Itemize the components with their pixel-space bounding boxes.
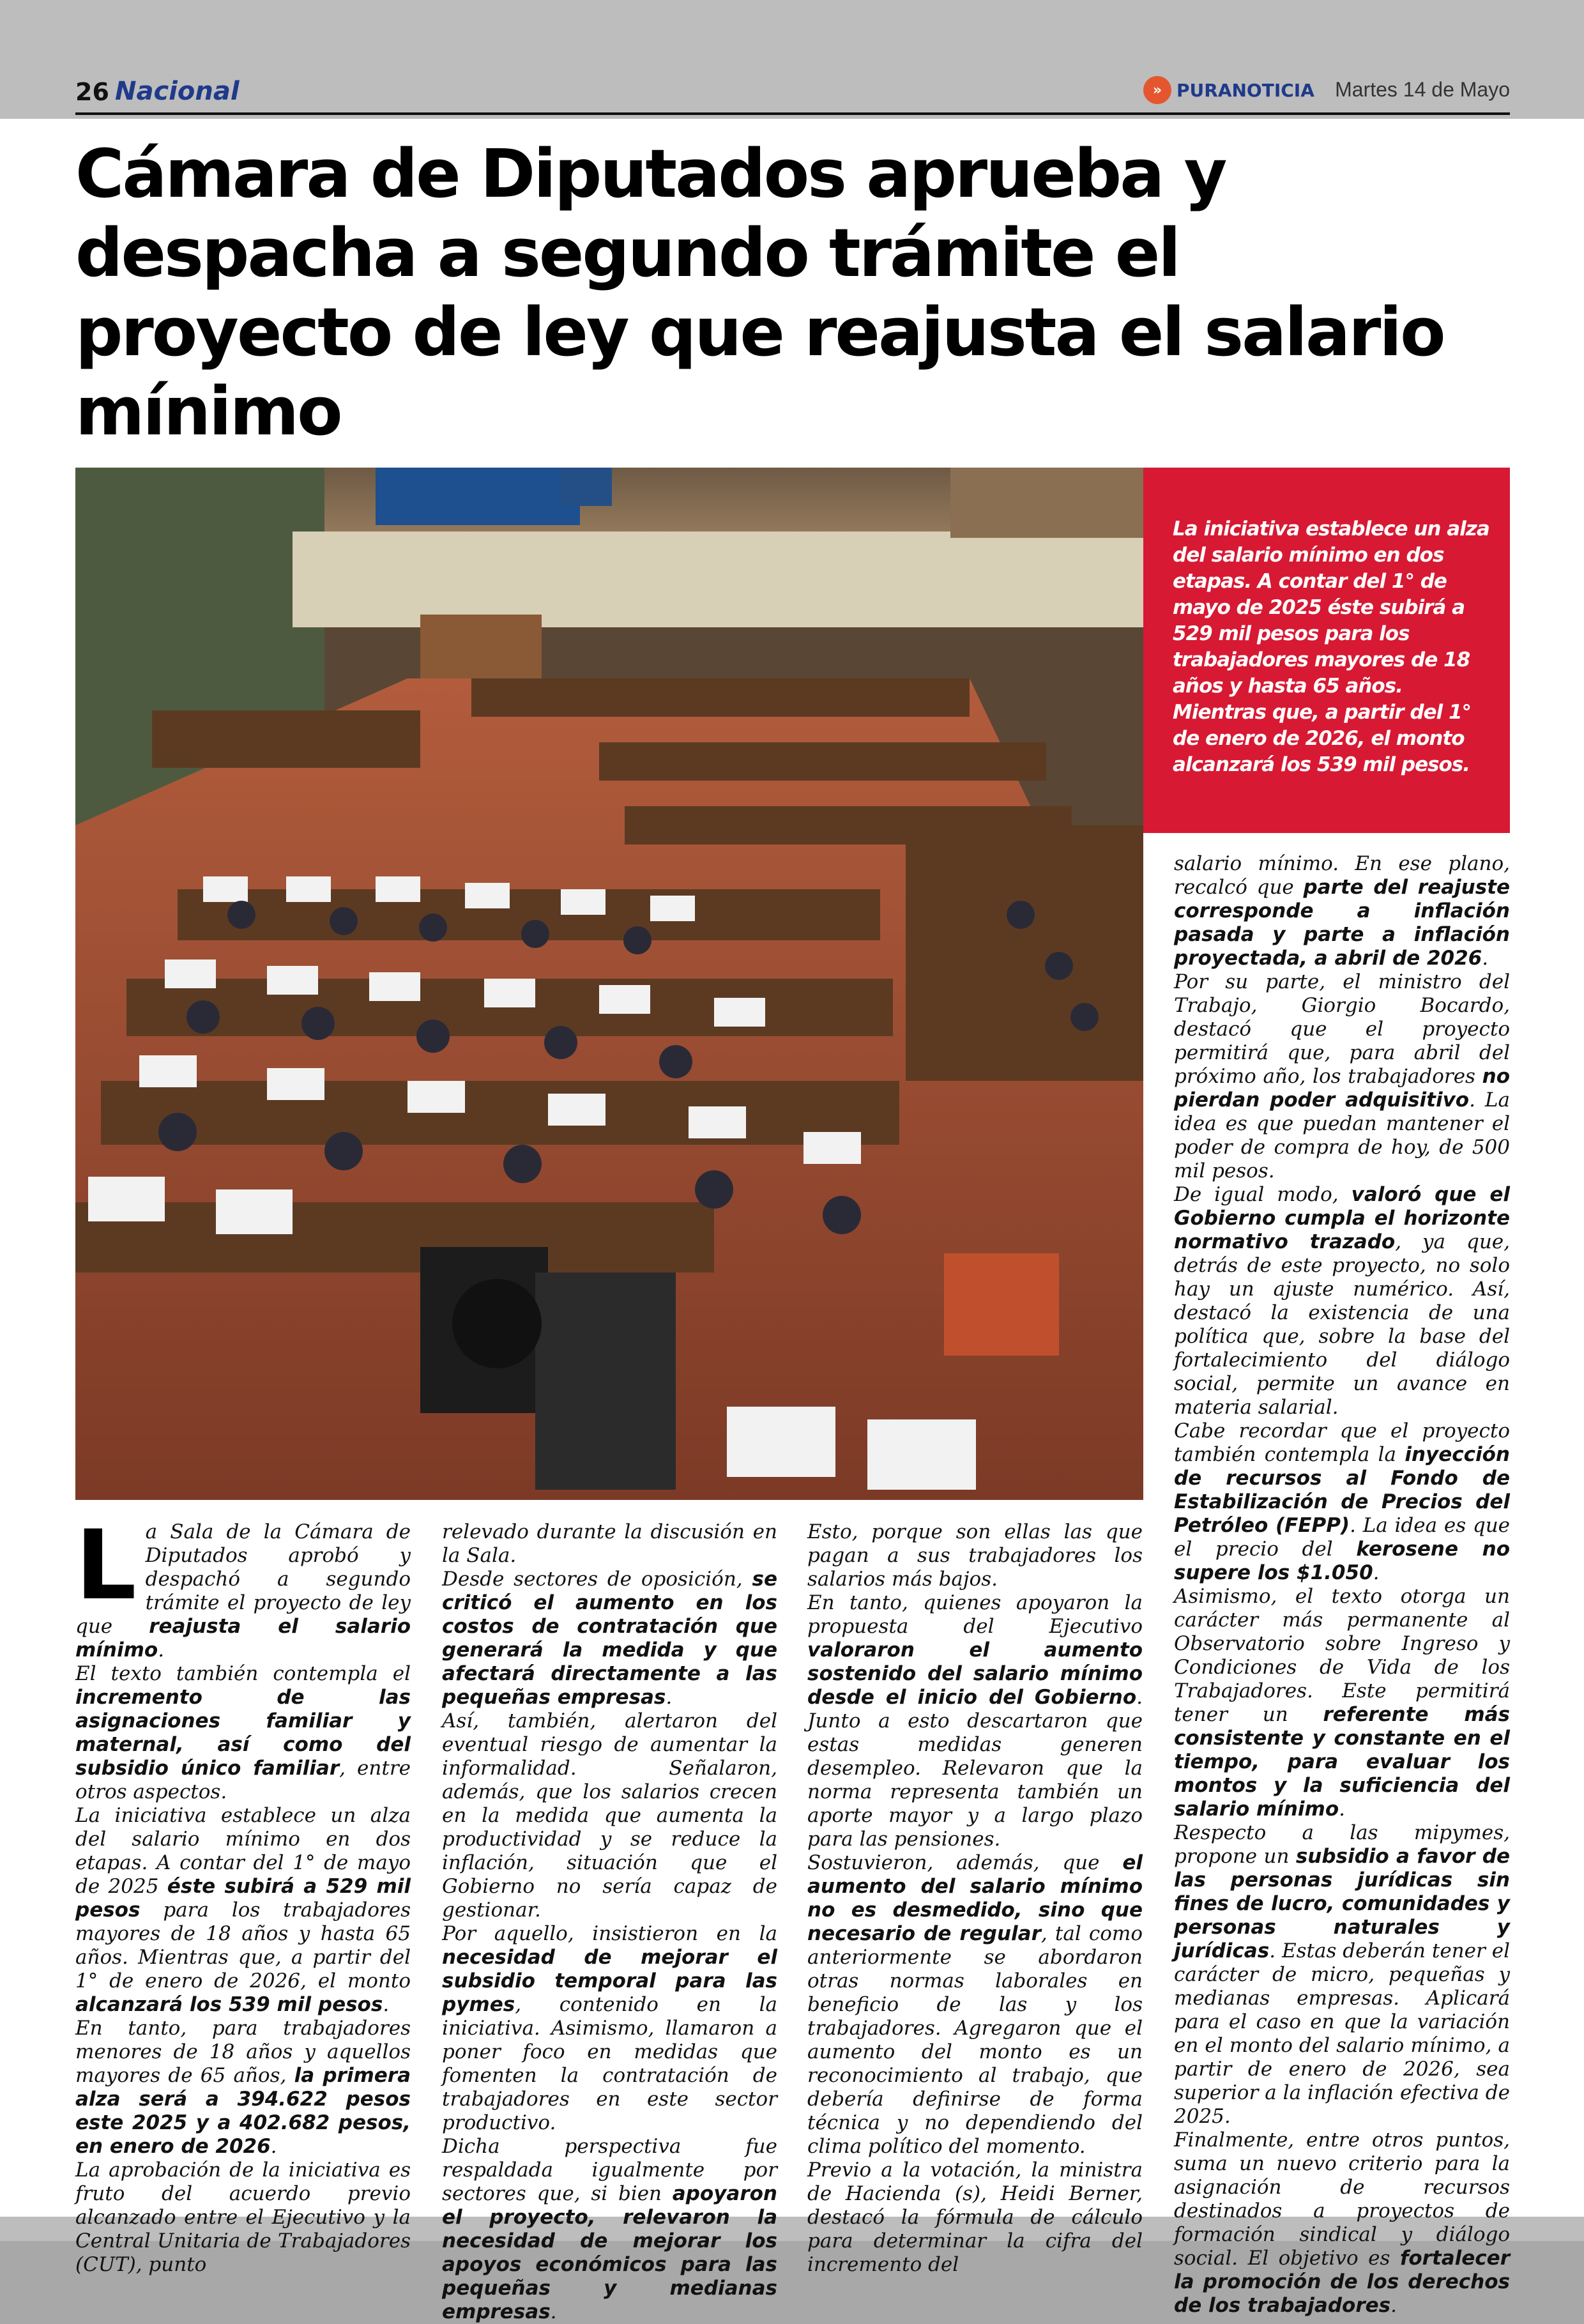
issue-date: Martes 14 de Mayo (1335, 78, 1510, 101)
paragraph: El texto también contempla el incremento de las asignaciones familiar y maternal, así como del subsidio único familiar, entre otros aspectos. (75, 1662, 411, 1803)
paragraph: Cabe recordar que el proyecto también contempla la inyección de recursos al Fondo de Estabilización de Precios del Petróleo (FEPP). La idea es que el precio del kerosene no supere los $1.050. (1174, 1419, 1511, 1584)
paragraph: Así, también, alertaron del eventual riesgo de aumentar la informalidad. Señalaron, además, que los salarios crecen en la medida que aumenta la productividad y se reduce la inflación, situación que el Gobierno no sería capaz de gestionar. (442, 1709, 777, 1922)
headline: Cámara de Diputados aprueba y despacha a segundo trámite el proyecto de ley que reajusta el salario mínimo (75, 135, 1444, 450)
paragraph: relevado durante la discusión en la Sala. (442, 1520, 777, 1567)
paragraph: La aprobación de la iniciativa es fruto del acuerdo previo alcanzado entre el Ejecutivo y la Central Unitaria de Trabajadores (CUT), punto (75, 2159, 411, 2276)
paragraph: En tanto, quienes apoyaron la propuesta del Ejecutivo valoraron el aumento sostenido del salario mínimo desde el inicio del Gobierno. Junto a esto descartaron que estas medidas generen desempleo. Relevaron que la norma representa también un aporte mayor y a largo plazo para las pensiones. (807, 1591, 1143, 1851)
paragraph: Por su parte, el ministro del Trabajo, Giorgio Bocardo, destacó que el proyecto permitirá que, para abril del próximo año, los trabajadores no pierdan poder adquisitivo. La idea es que puedan mantener el poder de compra de hoy, de 500 mil pesos. (1174, 970, 1510, 1182)
page-header (75, 75, 1510, 115)
paragraph: Por aquello, insistieron en la necesidad de mejorar el subsidio temporal para las pymes, contenido en la iniciativa. Asimismo, llamaron a poner foco en medidas que fomenten la contratación de trabajadores en este sector productivo. (442, 1922, 777, 2134)
paragraph: La iniciativa establece un alza del salario mínimo en dos etapas. A contar del 1° de mayo de 2025 éste subirá a 529 mil pesos para los trabajadores mayores de 18 años y hasta 65 años. Mientras que, a partir del 1° de enero de 2026, el monto alcanzará los 539 mil pesos. (75, 1804, 411, 2016)
article-column-1 (75, 1510, 411, 2277)
article-column-3 (807, 1520, 1143, 2277)
article-column-4 (1174, 852, 1510, 2318)
page-number: 26 (75, 78, 109, 106)
paragraph: Asimismo, el texto otorga un carácter más permanente al Observatorio sobre Ingreso y Condiciones de Vida de los Trabajadores. Este permitirá tener un referente más consistente y constante en el tiempo, para evaluar los montos y la suficiencia del salario mínimo. (1174, 1585, 1510, 1821)
paragraph: Esto, porque son ellas las que pagan a sus trabajadores los salarios más bajos. (807, 1520, 1143, 1591)
paragraph: Finalmente, entre otros puntos, suma un nuevo criterio para la asignación de recursos destinados a proyectos de formación sindical y diálogo social. El objetivo es fortalecer la promoción de los derechos de los trabajadores. (1174, 2129, 1510, 2317)
chamber-session-photo (75, 468, 1143, 1500)
paragraph: Previo a la votación, la ministra de Hacienda (s), Heidi Berner, destacó la fórmula de cálculo para determinar la cifra del incremento del (807, 2159, 1143, 2276)
logo-text: PURANOTICIA (1177, 79, 1314, 101)
paragraph: Sostuvieron, además, que el aumento del salario mínimo no es desmedido, sino que necesario de regular, tal como anteriormente se abordaron otras normas laborales en beneficio de las y los trabajadores. Agregaron que el aumento del monto es un reconocimiento al trabajo, que debería definirse de forma técnica y no dependiendo del clima político del momento. (807, 1851, 1143, 2158)
paragraph: La Sala de la Cámara de Diputados aprobó y despachó a segundo trámite el proyecto de ley que reajusta el salario mínimo. (75, 1510, 411, 1662)
paragraph: salario mínimo. En ese plano, recalcó que parte del reajuste corresponde a inflación pasada y parte a inflación proyectada, a abril de 2026. (1174, 852, 1511, 970)
double-chevron-icon: » (1143, 76, 1171, 104)
section-name: Nacional (115, 77, 240, 106)
highlight-text: La iniciativa establece un alza del salario mínimo en dos etapas. A contar del 1° de mayo de 2025 éste subirá a 529 mil pesos para los trabajadores mayores de 18 años y hasta 65 años. Mientras que, a partir del 1° de enero de 2026, el monto alcanzará los 539 mil pesos. (1173, 517, 1489, 776)
paragraph: Respecto a las mipymes, propone un subsidio a favor de las personas jurídicas sin fines de lucro, comunidades y personas naturales y jurídicas. Estas deberán tener el carácter de micro, pequeñas y medianas empresas. Aplicará para el caso en que la variación en el monto del salario mínimo, a partir de enero de 2026, sea superior a la inflación efectiva de 2025. (1174, 1821, 1510, 2128)
publication-logo (1143, 75, 1314, 105)
drop-cap: L (75, 1510, 137, 1621)
paragraph: De igual modo, valoró que el Gobierno cumpla el horizonte normativo trazado, ya que, detrás de este proyecto, no solo hay un ajuste numérico. Así, destacó la existencia de una política que, sobre la base del fortalecimiento del diálogo social, permite un avance en materia salarial. (1174, 1183, 1510, 1419)
highlight-box (1143, 468, 1510, 833)
paragraph: Desde sectores de oposición, se criticó el aumento en los costos de contratación que generará la medida y que afectará directamente a las pequeñas empresas. (442, 1568, 777, 1709)
article-column-2 (442, 1520, 777, 2324)
paragraph: Dicha perspectiva fue respaldada igualmente por sectores que, si bien apoyaron el proyecto, relevaron la necesidad de mejorar los apoyos económicos para las pequeñas y medianas empresas. (442, 2135, 777, 2323)
paragraph: En tanto, para trabajadores menores de 18 años y aquellos mayores de 65 años, la primera alza será a 394.622 pesos este 2025 y a 402.682 pesos, en enero de 2026. (75, 2017, 411, 2158)
